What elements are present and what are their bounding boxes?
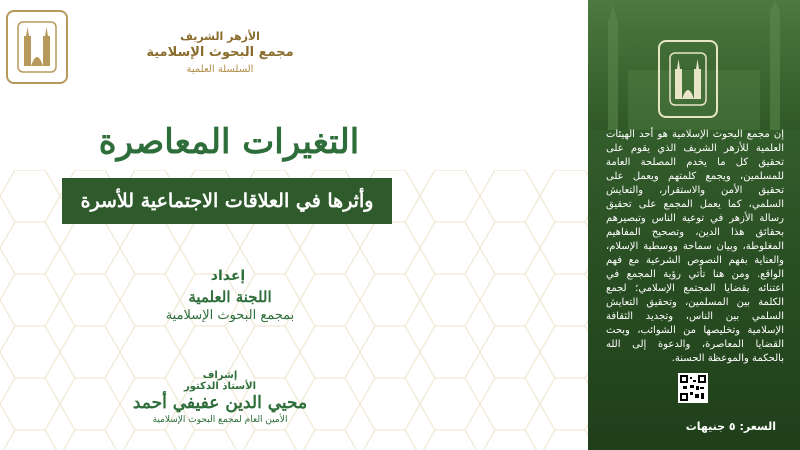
- back-cover: [588, 0, 800, 450]
- publisher-line-2: مجمع البحوث الإسلامية: [146, 45, 294, 60]
- supervision-block: [120, 370, 320, 425]
- supervisor-role: الأستاذ الدكتور: [183, 381, 257, 392]
- azhar-seal-white-logo: [658, 40, 718, 118]
- back-cover-description: إن مجمع البحوث الإسلامية هو أحد الهيئات العلمية للأزهر الشريف الذي يقوم على تحقيق كل ما يخدم المصلحة العامة للمسلمين، ويجمع كلمتهم ويعمل على تحقيق الأمن والاستقرار، والتعايش السلمي، كما يعمل المجمع على تحقيق رسالة الأزهر في توعية الناس وتبصيرهم بحقائق هذا الدين، وتصحيح المفاهيم المغلوطة، وبيان سماحة ووسطية الإسلام، والعناية بفهم النصوص الشرعية مع فهم الواقع. ومن هنا تأتي رؤية المجمع في اعتنائه بقضايا المجتمع الإسلامي؛ لجمع الكلمة بين المسلمين، وتحقيق التعايش السلمي بين الناس، وتجديد الثقافة الإسلامية وتخليصها من الشوائب، وبحث القضايا المعاصرة، والدعوة إلى الله بالحكمة والموعظة الحسنة.: [606, 129, 784, 364]
- qr-code-icon[interactable]: [678, 373, 708, 403]
- book-subtitle: وأثرها في العلاقات الاجتماعية للأسرة: [62, 178, 392, 224]
- azhar-seal-logo: [6, 10, 68, 84]
- book-title: التغيرات المعاصرة: [98, 122, 360, 162]
- committee-name: اللجنة العلمية: [188, 288, 272, 306]
- committee-affiliation: بمجمع البحوث الإسلامية: [165, 308, 295, 323]
- author-committee: [150, 288, 310, 323]
- prepared-by-label: إعداد: [210, 268, 246, 284]
- publisher-logo: [140, 30, 300, 75]
- supervisor-name: محيي الدين عفيفي أحمد: [132, 393, 308, 413]
- price-label: السعر: ٥ جنيهات: [685, 420, 776, 433]
- publisher-line-1: الأزهر الشريف: [180, 30, 260, 43]
- series-name: السلسلة العلمية: [186, 64, 254, 75]
- supervision-label: إشراف: [202, 370, 238, 381]
- supervisor-title: الأمين العام لمجمع البحوث الإسلامية: [152, 415, 288, 425]
